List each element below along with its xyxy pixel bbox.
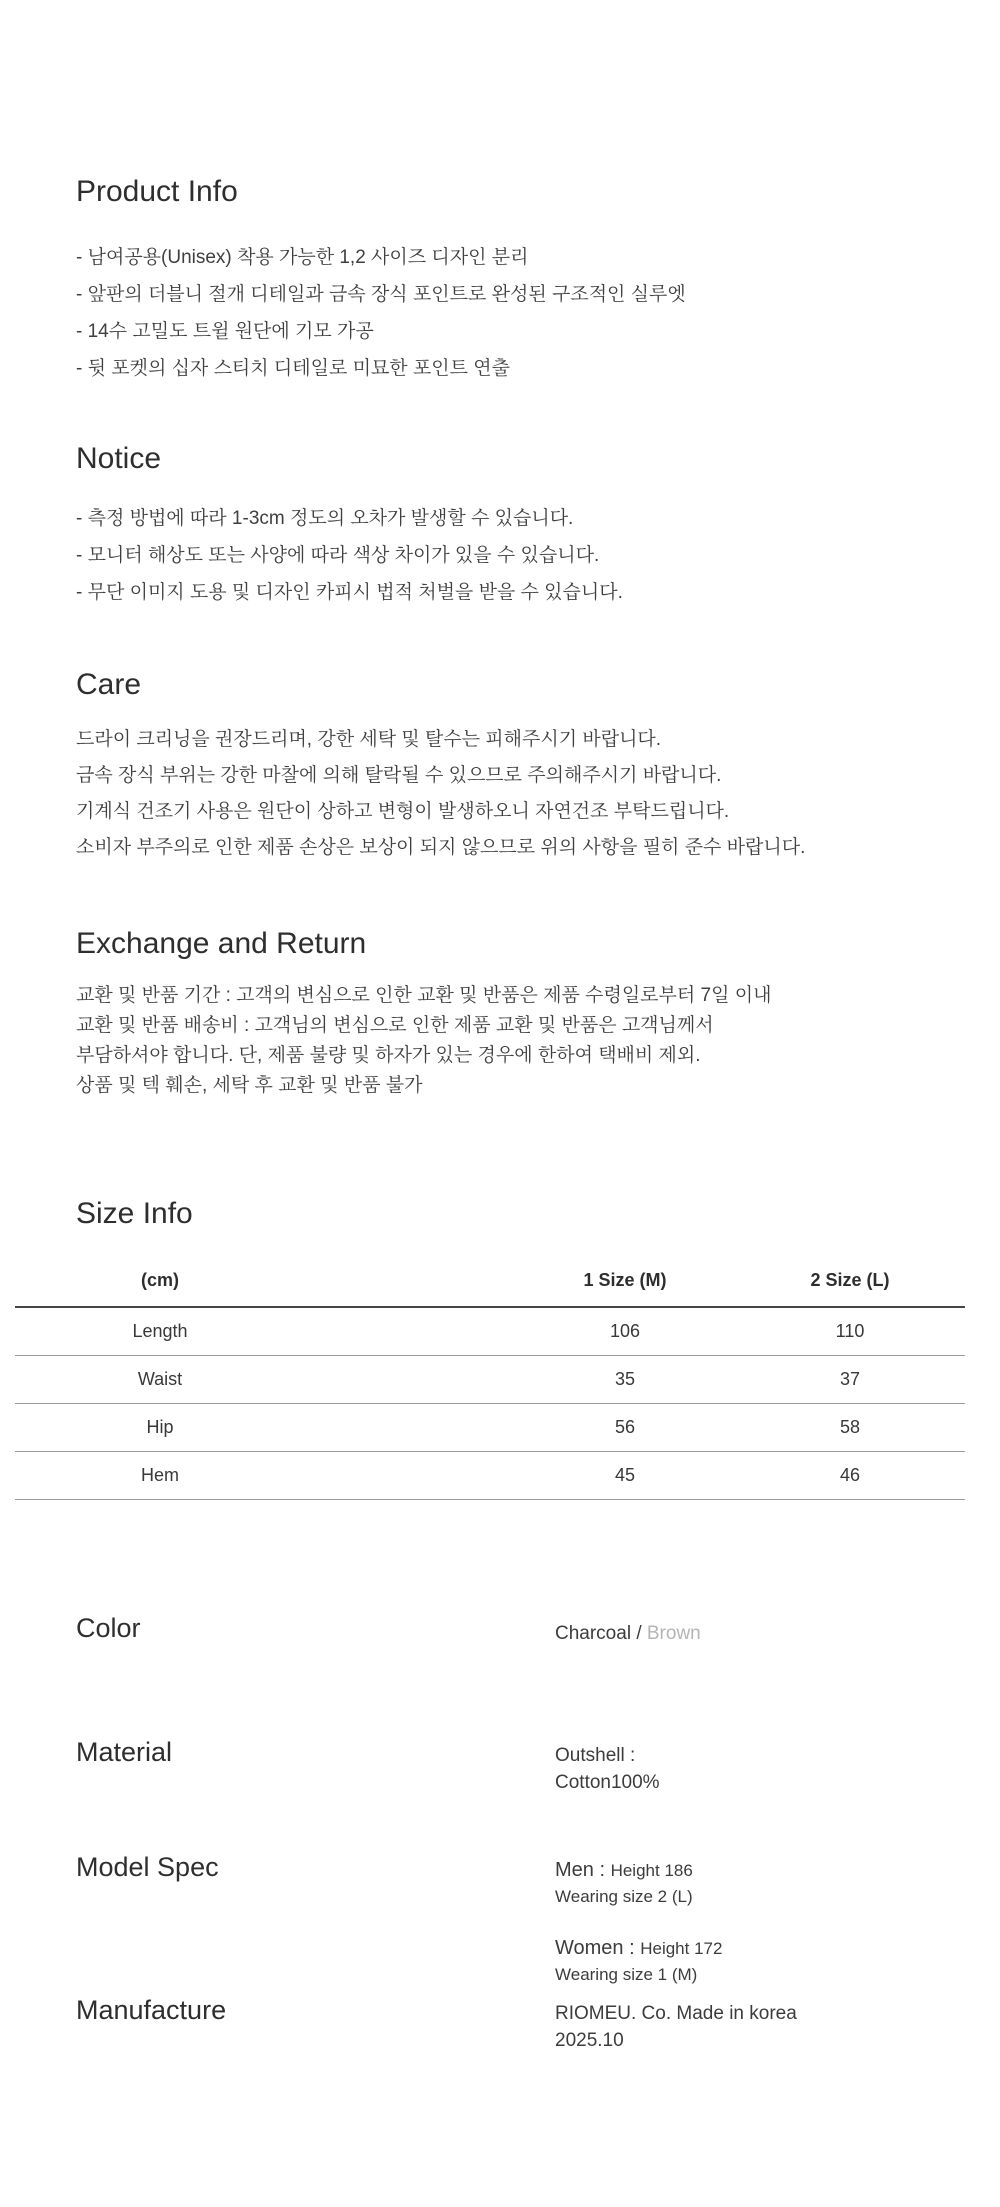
size-row-size1: 106 bbox=[609, 1320, 641, 1341]
size-table-header-row bbox=[15, 1255, 965, 1307]
size-row-size2: 46 bbox=[839, 1464, 861, 1485]
color-title: Color bbox=[76, 1613, 141, 1643]
product-info-title: Product Info bbox=[76, 175, 238, 208]
size-row-size2: 110 bbox=[835, 1320, 865, 1341]
notice-item: - 측정 방법에 따라 1-3cm 정도의 오차가 발생할 수 있습니다. bbox=[76, 508, 574, 529]
size-table-header-spacer bbox=[305, 1255, 515, 1307]
size-table-header-cm: (cm) bbox=[140, 1270, 179, 1290]
table-row bbox=[15, 1355, 965, 1403]
model-spec-women-wearing: Wearing size 1 (M) bbox=[555, 1965, 698, 1984]
model-spec-women bbox=[555, 1935, 722, 1962]
model-spec-women-label: Women : bbox=[555, 1937, 641, 1959]
notice-list bbox=[76, 500, 623, 611]
section-care bbox=[76, 668, 805, 866]
color-value-primary: Charcoal / bbox=[555, 1623, 647, 1644]
section-notice bbox=[76, 442, 623, 611]
size-table-header-size1: 1 Size (M) bbox=[583, 1270, 667, 1290]
model-spec-men-wearing: Wearing size 2 (L) bbox=[555, 1887, 693, 1906]
section-model-spec bbox=[76, 1852, 976, 1984]
material-line: Cotton100% bbox=[555, 1772, 660, 1793]
manufacture-value bbox=[555, 2000, 797, 2054]
model-spec-value bbox=[555, 1857, 722, 1987]
size-row-label: Hip bbox=[146, 1416, 174, 1437]
section-material bbox=[76, 1737, 976, 1793]
size-row-size2: 58 bbox=[839, 1416, 861, 1437]
material-title: Material bbox=[76, 1737, 173, 1767]
section-exchange-return bbox=[76, 927, 771, 1101]
section-manufacture bbox=[76, 1995, 976, 2051]
exchange-line: 상품 및 텍 훼손, 세탁 후 교환 및 반품 불가 bbox=[76, 1075, 423, 1096]
exchange-line: 교환 및 반품 배송비 : 고객님의 변심으로 인한 제품 교환 및 반품은 고객님께서 bbox=[76, 1015, 714, 1036]
size-row-size1: 35 bbox=[614, 1368, 636, 1389]
material-line: Outshell : bbox=[555, 1745, 636, 1766]
size-row-size2: 37 bbox=[839, 1368, 861, 1389]
table-row bbox=[15, 1403, 965, 1451]
manufacture-line: RIOMEU. Co. Made in korea bbox=[555, 2003, 797, 2024]
table-row bbox=[15, 1451, 965, 1499]
product-info-item: - 앞판의 더블니 절개 디테일과 금속 장식 포인트로 완성된 구조적인 실루엣 bbox=[76, 284, 686, 305]
size-info-title: Size Info bbox=[76, 1197, 193, 1230]
size-row-label: Hem bbox=[140, 1464, 179, 1485]
material-value bbox=[555, 1742, 660, 1796]
size-row-label: Waist bbox=[137, 1368, 183, 1389]
product-info-item: - 뒷 포켓의 십자 스티치 디테일로 미묘한 포인트 연출 bbox=[76, 358, 510, 379]
product-info-item: - 남여공용(Unisex) 착용 가능한 1,2 사이즈 디자인 분리 bbox=[76, 247, 529, 268]
size-row-size1: 45 bbox=[614, 1464, 636, 1485]
section-color bbox=[76, 1613, 976, 1644]
product-info-list bbox=[76, 239, 686, 387]
size-row-label: Length bbox=[132, 1320, 188, 1341]
care-paragraph bbox=[76, 722, 805, 866]
exchange-line: 부담하셔야 합니다. 단, 제품 불량 및 하자가 있는 경우에 한하여 택배비 제외. bbox=[76, 1045, 701, 1066]
care-line: 드라이 크리닝을 권장드리며, 강한 세탁 및 탈수는 피해주시기 바랍니다. bbox=[76, 729, 662, 750]
size-row-spacer bbox=[305, 1403, 515, 1451]
size-row-spacer bbox=[305, 1451, 515, 1499]
care-title: Care bbox=[76, 668, 142, 701]
model-spec-women-height: Height 172 bbox=[640, 1939, 723, 1958]
size-table bbox=[15, 1255, 965, 1500]
section-size-info bbox=[76, 1197, 193, 1231]
care-line: 소비자 부주의로 인한 제품 손상은 보상이 되지 않으므로 위의 사항을 필히 준수 바랍니다. bbox=[76, 837, 806, 858]
size-row-size1: 56 bbox=[614, 1416, 636, 1437]
color-value-secondary: Brown bbox=[646, 1623, 701, 1644]
manufacture-title: Manufacture bbox=[76, 1995, 227, 2025]
notice-title: Notice bbox=[76, 442, 162, 475]
exchange-return-title: Exchange and Return bbox=[76, 927, 367, 960]
size-table-header-size2: 2 Size (L) bbox=[810, 1270, 890, 1290]
model-spec-men-label: Men : bbox=[555, 1859, 611, 1881]
exchange-return-paragraph bbox=[76, 981, 771, 1101]
care-line: 기계식 건조기 사용은 원단이 상하고 변형이 발생하오니 자연건조 부탁드립니다. bbox=[76, 801, 730, 822]
model-spec-men bbox=[555, 1857, 722, 1884]
notice-item: - 무단 이미지 도용 및 디자인 카피시 법적 처벌을 받을 수 있습니다. bbox=[76, 582, 623, 603]
manufacture-line: 2025.10 bbox=[555, 2030, 624, 2051]
size-row-spacer bbox=[305, 1355, 515, 1403]
color-value bbox=[555, 1620, 701, 1647]
model-spec-men-height: Height 186 bbox=[610, 1861, 693, 1880]
model-spec-title: Model Spec bbox=[76, 1852, 219, 1882]
care-line: 금속 장식 부위는 강한 마찰에 의해 탈락될 수 있으므로 주의해주시기 바랍니다. bbox=[76, 765, 722, 786]
notice-item: - 모니터 해상도 또는 사양에 따라 색상 차이가 있을 수 있습니다. bbox=[76, 545, 600, 566]
size-row-spacer bbox=[305, 1307, 515, 1355]
exchange-line: 교환 및 반품 기간 : 고객의 변심으로 인한 교환 및 반품은 제품 수령일로부터 7일 이내 bbox=[76, 985, 772, 1006]
product-info-item: - 14수 고밀도 트윌 원단에 기모 가공 bbox=[76, 321, 374, 342]
table-row bbox=[15, 1307, 965, 1355]
section-product-info bbox=[76, 175, 686, 387]
